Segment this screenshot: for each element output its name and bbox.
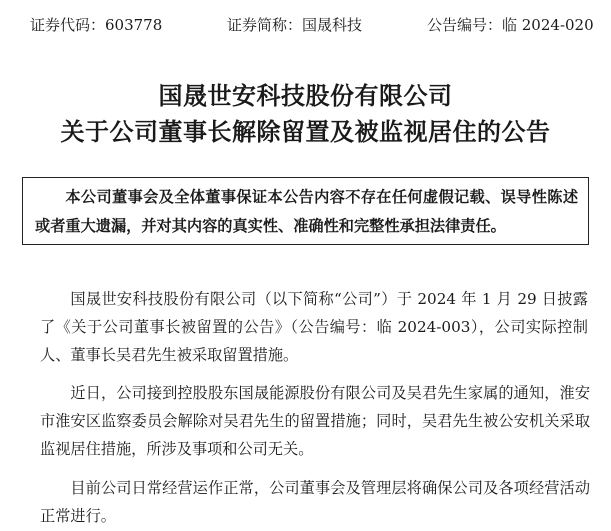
notice-number: 公告编号：临 2024-020 — [427, 16, 594, 34]
paragraph-operations: 目前公司日常经营运作正常，公司董事会及管理层将确保公司及各项经营活动正常进行。 — [40, 479, 590, 525]
notice-title: 关于公司董事长解除留置及被监视居住的公告 — [60, 117, 551, 146]
security-code: 证券代码：603778 — [30, 16, 163, 34]
paragraph-background: 国晟世安科技股份有限公司（以下简称“公司”）于 2024 年 1 月 29 日披露了《关于公司董事长被留置的公告》（公告编号：临 2024-003），公司实际控制人、董事长吴君先生被采取留置措施。 — [40, 290, 588, 364]
board-statement-box: 本公司董事会及全体董事保证本公告内容不存在任何虚假记载、误导性陈述或者重大遗漏，并对其内容的真实性、准确性和完整性承担法律责任。 — [22, 177, 589, 245]
security-abbreviation: 证券简称：国晟科技 — [227, 16, 363, 34]
company-title: 国晟世安科技股份有限公司 — [158, 81, 453, 110]
document-header — [0, 14, 611, 36]
paragraph-notification: 近日，公司接到控股股东国晟能源股份有限公司及吴君先生家属的通知，淮安市淮安区监察委员会解除对吴君先生的留置措施；同时，吴君先生被公安机关采取监视居住措施，所涉及事项和公司无关。 — [40, 384, 590, 458]
